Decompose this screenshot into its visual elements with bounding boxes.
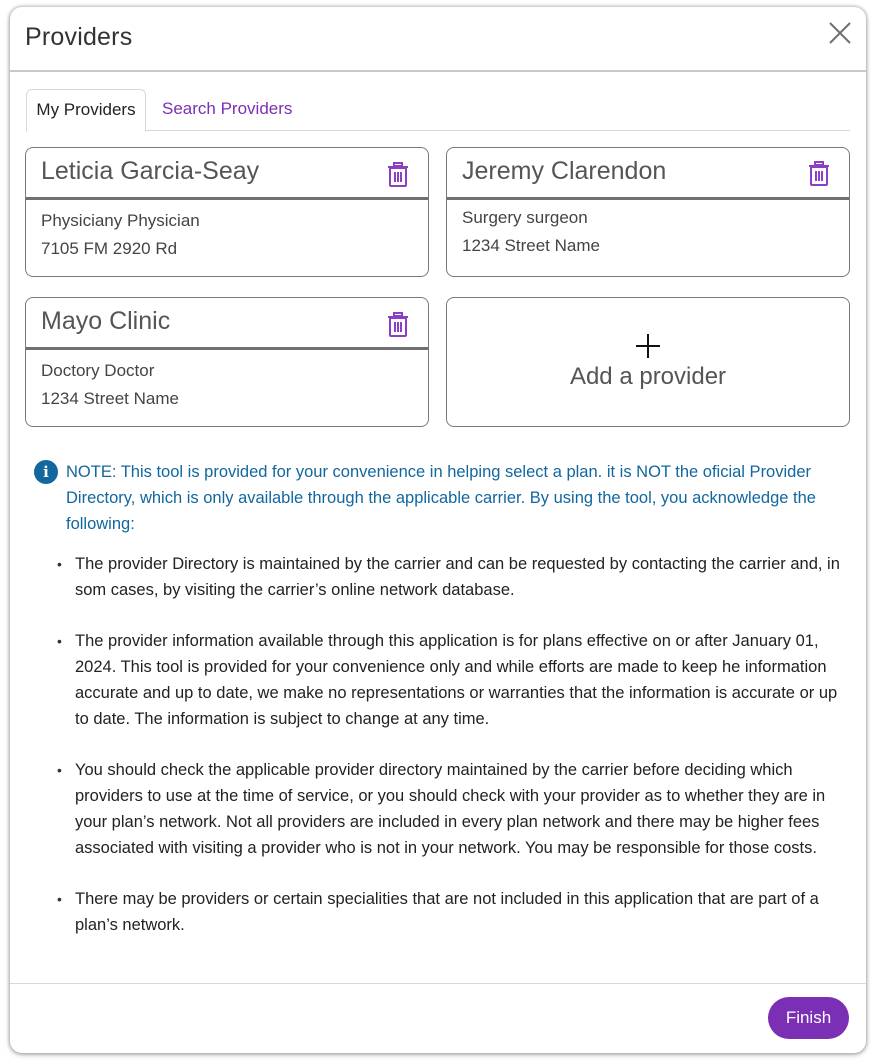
disclaimer-item: • The provider information available through this application is for plans effective on or after January 01, 2024. This tool is provided for your convenience only and while efforts are made to keep he information accurate and up to date, we make no representations or warranties that the information is accurate or up to date. The information is subject to change at any time.	[34, 628, 844, 732]
add-provider-label: Add a provider	[569, 363, 727, 390]
provider-address: 1234 Street Name	[462, 236, 600, 255]
provider-card	[25, 297, 429, 427]
provider-card-header	[26, 298, 428, 350]
close-icon	[828, 21, 852, 45]
provider-specialty: Physiciany Physician	[41, 211, 200, 230]
add-provider-button[interactable]	[446, 297, 850, 427]
disclaimer-list	[34, 551, 844, 938]
delete-provider-button[interactable]	[387, 162, 409, 188]
disclaimer-item: • You should check the applicable provider directory maintained by the carrier before deciding which providers to use at the time of service, or you should check with your provider as to whether they are in your plan’s network. Not all providers are included in every plan network and there may be higher fees associated with visiting a provider who is not in your network. You may be responsible for those costs.	[34, 757, 844, 861]
provider-address: 1234 Street Name	[41, 389, 179, 408]
dialog-footer	[10, 983, 866, 1053]
disclaimer-section	[34, 459, 844, 963]
close-button[interactable]	[828, 21, 852, 45]
providers-dialog	[10, 7, 866, 1053]
finish-button[interactable]: Finish	[768, 997, 849, 1039]
provider-specialty: Doctory Doctor	[41, 361, 155, 380]
tab-my-providers[interactable]: My Providers	[26, 89, 146, 132]
provider-name: Leticia Garcia-Seay	[41, 157, 260, 185]
provider-card	[446, 147, 850, 277]
provider-address: 7105 FM 2920 Rd	[41, 239, 178, 258]
trash-icon	[387, 312, 409, 338]
note-text: NOTE: This tool is provided for your convenience in helping select a plan. it is NOT the oficial Provider Directory, which is only available through the applicable carrier. By using the tool, you acknowledge the following:	[66, 463, 816, 533]
provider-name: Mayo Clinic	[41, 307, 171, 335]
trash-icon	[387, 162, 409, 188]
dialog-header	[10, 7, 866, 72]
info-icon: i	[34, 460, 58, 484]
dialog-title: Providers	[25, 23, 133, 51]
tab-bar	[26, 89, 850, 131]
provider-card	[25, 147, 429, 277]
disclaimer-item: • There may be providers or certain specialities that are not included in this application that are part of a plan’s network.	[34, 886, 844, 938]
provider-card-header	[447, 148, 849, 200]
plus-icon	[635, 333, 661, 359]
tab-search-providers[interactable]: Search Providers	[162, 99, 293, 118]
disclaimer-item: • The provider Directory is maintained by the carrier and can be requested by contacting the carrier and, in som cases, by visiting the carrier’s online network database.	[34, 551, 844, 603]
provider-specialty: Surgery surgeon	[462, 208, 588, 227]
trash-icon	[808, 161, 830, 187]
provider-name: Jeremy Clarendon	[462, 157, 667, 185]
info-note	[34, 459, 844, 537]
delete-provider-button[interactable]	[808, 161, 830, 187]
provider-card-header	[26, 148, 428, 200]
delete-provider-button[interactable]	[387, 312, 409, 338]
